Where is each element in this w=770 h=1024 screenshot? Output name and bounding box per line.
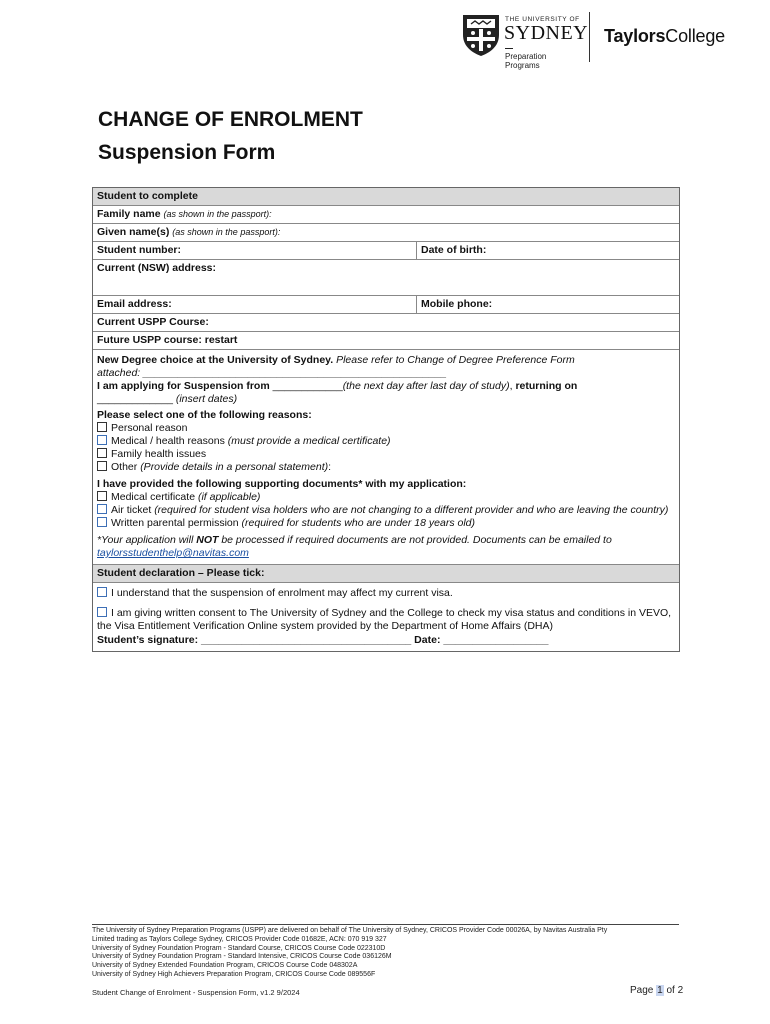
given-name-field[interactable] xyxy=(93,224,679,242)
reason-medical-label: Medical / health reasons xyxy=(111,435,225,447)
address-field[interactable]: Current (NSW) address: xyxy=(93,260,679,296)
notice-part1: *Your application will xyxy=(97,534,197,546)
family-name-note: (as shown in the passport): xyxy=(163,209,272,219)
usyd-logo-text: SYDNEY xyxy=(504,22,589,44)
reason-personal-label: Personal reason xyxy=(111,422,188,434)
declaration-vevo-checkbox[interactable] xyxy=(97,607,107,617)
reason-other-colon: : xyxy=(328,461,332,473)
reason-other-checkbox[interactable] xyxy=(97,461,107,471)
documents-notice xyxy=(97,534,675,560)
doc-parental-checkbox[interactable] xyxy=(97,517,107,527)
usyd-prep-line2: Programs xyxy=(505,61,540,70)
returning-label: returning on xyxy=(515,380,578,392)
email-mobile-row xyxy=(93,296,679,314)
family-name-label: Family name xyxy=(97,208,161,220)
doc-medical-option[interactable] xyxy=(97,491,675,504)
taylors-college-logo xyxy=(604,26,725,47)
usyd-prep-line1: Preparation xyxy=(505,52,547,61)
student-number-field[interactable]: Student number: xyxy=(93,242,417,259)
taylors-logo-bold: Taylors xyxy=(604,26,666,46)
reason-medical-note: (must provide a medical certificate) xyxy=(227,435,391,447)
doc-parental-label: Written parental permission xyxy=(111,517,239,529)
signature-line[interactable]: Student’s signature: ____________________________________ Date: __________________ xyxy=(97,634,549,646)
footer-note-line: The University of Sydney Preparation Programs (USPP) are delivered on behalf of The University of Sydney, CRICOS Provider Code 00026A, by Navitas Australia Pty xyxy=(92,927,608,934)
reason-other-note: (Provide details in a personal statement) xyxy=(140,461,329,473)
page-total: 2 xyxy=(677,985,684,996)
declaration-block xyxy=(93,583,679,651)
footer-note-line: University of Sydney Foundation Program - Standard Intensive, CRICOS Course Code 036126M xyxy=(92,953,392,961)
applying-comma: , xyxy=(509,380,516,392)
page-title: CHANGE OF ENROLMENT xyxy=(98,108,363,131)
footer-form-reference: Student Change of Enrolment - Suspension Form, v1.2 9/2024 xyxy=(92,988,300,997)
footer-note-line: University of Sydney Extended Foundation Program, CRICOS Course Code 048302A xyxy=(92,962,358,970)
footer-note-line: University of Sydney Foundation Program - Standard Course, CRICOS Course Code 022310D xyxy=(92,944,386,952)
footer-divider xyxy=(92,924,679,925)
doc-air-ticket-option[interactable] xyxy=(97,504,675,517)
degree-choice-line xyxy=(97,354,675,380)
page-number: 1 xyxy=(657,985,663,996)
page-label: Page xyxy=(630,985,657,996)
applying-suspension-line xyxy=(97,380,675,406)
help-email-link[interactable]: taylorsstudenthelp@navitas.com xyxy=(97,547,249,559)
doc-medical-label: Medical certificate xyxy=(111,491,196,503)
future-course-field[interactable]: Future USPP course: restart xyxy=(93,332,679,350)
family-name-field[interactable] xyxy=(93,206,679,224)
current-course-field[interactable]: Current USPP Course: xyxy=(93,314,679,332)
mobile-field[interactable]: Mobile phone: xyxy=(421,298,493,310)
suspension-form xyxy=(92,187,680,652)
reason-family-label: Family health issues xyxy=(111,448,207,460)
logo-divider xyxy=(589,12,590,62)
doc-air-ticket-checkbox[interactable] xyxy=(97,504,107,514)
section-student-header: Student to complete xyxy=(93,188,679,206)
reason-medical-checkbox[interactable] xyxy=(97,435,107,445)
footer-note-line: University of Sydney High Achievers Preparation Program, CRICOS Course Code 089556F xyxy=(92,970,376,978)
applying-note1: (the next day after last day of study) xyxy=(342,380,510,392)
declaration-visa-option[interactable] xyxy=(97,587,675,600)
declaration-visa-checkbox[interactable] xyxy=(97,587,107,597)
returning-on-blank[interactable]: _____________ xyxy=(97,393,173,405)
doc-parental-note: (required for students who are under 18 years old) xyxy=(241,517,476,529)
reason-family-checkbox[interactable] xyxy=(97,448,107,458)
usyd-logo-small-text: THE UNIVERSITY OF xyxy=(505,16,580,23)
email-field[interactable]: Email address: xyxy=(93,296,417,313)
reason-other-label: Other xyxy=(111,461,138,473)
page-subtitle: Suspension Form xyxy=(98,141,276,164)
degree-attached[interactable]: attached: ____________________________________________________ xyxy=(97,367,447,379)
doc-air-ticket-note: (required for student visa holders who are not changing to a different provider and who are leaving the country) xyxy=(154,504,669,516)
doc-medical-note: (if applicable) xyxy=(197,491,261,503)
degree-note: Please refer to Change of Degree Preference Form xyxy=(336,354,575,366)
university-crest-icon xyxy=(461,13,501,57)
footer-note-line: Limited trading as Taylors College Sydney, CRICOS Provider Code 01682E, ACN: 070 919 327 xyxy=(92,935,387,943)
reason-other-option[interactable] xyxy=(97,461,675,474)
declaration-vevo-label: I am giving written consent to The University of Sydney and the College to check my visa status and conditions in VEVO, the Visa Entitlement Verification Online system provided by the Department of Home Affairs (DHA) xyxy=(97,607,672,632)
page-indicator xyxy=(630,985,683,996)
degree-label: New Degree choice at the University of Sydney. xyxy=(97,354,334,366)
given-name-note: (as shown in the passport): xyxy=(172,227,281,237)
notice-not: NOT xyxy=(196,534,219,546)
suspension-from-blank[interactable]: ____________ xyxy=(269,380,343,392)
applying-note2: (insert dates) xyxy=(172,393,238,405)
taylors-logo-regular: College xyxy=(665,26,725,46)
notice-part2: be processed if required documents are not provided. Documents can be emailed to xyxy=(218,534,612,546)
doc-air-ticket-label: Air ticket xyxy=(111,504,152,516)
doc-medical-checkbox[interactable] xyxy=(97,491,107,501)
header-logos xyxy=(458,10,758,74)
dob-field[interactable]: Date of birth: xyxy=(421,244,487,256)
declaration-visa-label: I understand that the suspension of enrolment may affect my current visa. xyxy=(111,587,453,599)
degree-and-reasons-block xyxy=(93,350,679,565)
usyd-logo-dash xyxy=(505,48,513,49)
reason-medical-option[interactable] xyxy=(97,435,675,448)
reason-personal-option[interactable] xyxy=(97,422,675,435)
usyd-prep-programs-text xyxy=(505,52,565,70)
declaration-vevo-option[interactable] xyxy=(97,607,675,633)
documents-label: I have provided the following supporting documents* with my application: xyxy=(97,478,467,490)
reason-family-option[interactable] xyxy=(97,448,675,461)
given-name-label: Given name(s) xyxy=(97,226,170,238)
page-of: of xyxy=(663,985,678,996)
reason-personal-checkbox[interactable] xyxy=(97,422,107,432)
section-declaration-header: Student declaration – Please tick: xyxy=(93,565,679,583)
reasons-label: Please select one of the following reasons: xyxy=(97,409,312,421)
doc-parental-option[interactable] xyxy=(97,517,675,530)
student-number-dob-row xyxy=(93,242,679,260)
applying-label: I am applying for Suspension from xyxy=(97,380,270,392)
footer-notes xyxy=(92,927,692,980)
